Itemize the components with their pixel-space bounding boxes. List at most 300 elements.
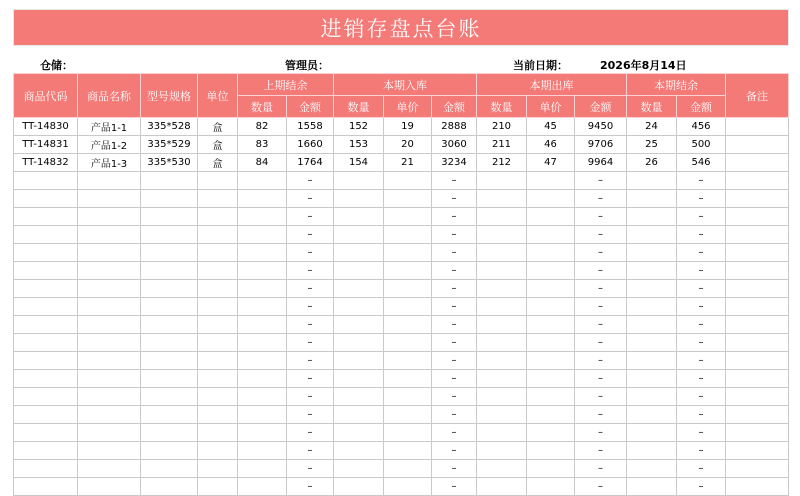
cell-out-amount: – [575,262,627,280]
cell-cur-amount: – [677,460,726,478]
table-row-empty [14,478,789,496]
cell-spec [141,172,198,190]
cell-out-qty [477,334,527,352]
cell-out-qty: 212 [477,154,527,172]
cell-remark [726,352,789,370]
cell-cur-qty [627,352,677,370]
cell-out-amount: – [575,208,627,226]
cell-in-qty [334,280,384,298]
cell-prev-qty [238,334,287,352]
cell-cur-qty [627,406,677,424]
cell-spec [141,424,198,442]
cell-unit [198,478,238,496]
cell-unit [198,208,238,226]
table-row [14,136,789,154]
cell-remark [726,370,789,388]
cell-prev-amount: – [287,388,334,406]
table-row-empty [14,406,789,424]
cell-unit [198,406,238,424]
cell-out-qty: 210 [477,118,527,136]
cell-remark [726,190,789,208]
cell-out-qty [477,208,527,226]
table-row-empty [14,172,789,190]
cell-in-price [384,298,432,316]
cell-in-price [384,172,432,190]
cell-spec: 335*529 [141,136,198,154]
cell-prev-qty [238,424,287,442]
cell-cur-amount: – [677,172,726,190]
header-stock-out: 本期出库 [477,74,627,96]
cell-prev-amount: – [287,244,334,262]
cell-remark [726,280,789,298]
cell-cur-qty: 25 [627,136,677,154]
cell-cur-amount: – [677,334,726,352]
cell-name [78,442,141,460]
cell-code [14,280,78,298]
cell-prev-amount: – [287,370,334,388]
cell-out-amount: – [575,280,627,298]
cell-cur-amount: – [677,262,726,280]
cell-cur-qty [627,190,677,208]
cell-out-qty [477,244,527,262]
cell-prev-qty [238,190,287,208]
cell-cur-amount: – [677,316,726,334]
cell-out-price [527,334,575,352]
cell-prev-amount: – [287,280,334,298]
cell-prev-qty [238,460,287,478]
cell-in-amount: – [432,208,477,226]
cell-name [78,172,141,190]
cell-out-qty [477,262,527,280]
cell-out-amount: 9450 [575,118,627,136]
cell-in-qty [334,352,384,370]
cell-in-price [384,334,432,352]
cell-prev-amount: – [287,316,334,334]
cell-name [78,280,141,298]
cell-code [14,334,78,352]
cell-prev-qty [238,370,287,388]
cell-cur-amount: – [677,190,726,208]
cell-in-qty [334,208,384,226]
header-out-qty: 数量 [477,96,527,118]
cell-unit: 盒 [198,154,238,172]
cell-in-amount: – [432,406,477,424]
cell-prev-amount: 1660 [287,136,334,154]
cell-cur-qty [627,226,677,244]
cell-spec [141,370,198,388]
cell-in-amount: – [432,442,477,460]
cell-prev-qty: 82 [238,118,287,136]
cell-name: 产品1-1 [78,118,141,136]
cell-spec [141,316,198,334]
header-prev-balance: 上期结余 [238,74,334,96]
cell-in-price [384,352,432,370]
cell-remark [726,316,789,334]
cell-spec: 335*530 [141,154,198,172]
table-row-empty [14,190,789,208]
cell-in-price [384,244,432,262]
cell-out-price [527,406,575,424]
cell-out-qty [477,316,527,334]
cell-in-amount: – [432,190,477,208]
cell-cur-amount: – [677,352,726,370]
cell-out-price [527,316,575,334]
cell-in-price [384,208,432,226]
cell-unit [198,298,238,316]
cell-prev-amount: – [287,424,334,442]
cell-in-price [384,316,432,334]
cell-code [14,244,78,262]
header-in-price: 单价 [384,96,432,118]
cell-out-price [527,280,575,298]
cell-unit [198,388,238,406]
cell-cur-qty [627,244,677,262]
header-out-price: 单价 [527,96,575,118]
cell-cur-qty [627,442,677,460]
cell-code [14,442,78,460]
cell-in-price [384,406,432,424]
table-row-empty [14,388,789,406]
cell-out-amount: – [575,352,627,370]
cell-remark [726,244,789,262]
cell-in-qty [334,298,384,316]
cell-spec: 335*528 [141,118,198,136]
cell-remark [726,460,789,478]
cell-out-amount: – [575,334,627,352]
cell-spec [141,478,198,496]
cell-unit [198,352,238,370]
cell-in-qty [334,424,384,442]
cell-remark [726,424,789,442]
cell-unit [198,424,238,442]
cell-cur-amount: – [677,442,726,460]
cell-prev-amount: – [287,208,334,226]
cell-prev-qty [238,172,287,190]
cell-prev-amount: – [287,226,334,244]
cell-in-qty [334,478,384,496]
cell-cur-qty [627,370,677,388]
cell-in-price [384,370,432,388]
cell-remark [726,226,789,244]
cell-out-price: 45 [527,118,575,136]
cell-in-amount: – [432,478,477,496]
cell-remark [726,298,789,316]
cell-in-amount: – [432,298,477,316]
cell-prev-qty: 84 [238,154,287,172]
cell-unit [198,460,238,478]
cell-unit [198,262,238,280]
cell-code: TT-14830 [14,118,78,136]
cell-in-price [384,388,432,406]
cell-prev-qty [238,316,287,334]
header-cur-amount: 金额 [677,96,726,118]
cell-prev-qty [238,352,287,370]
table-row-empty [14,352,789,370]
cell-out-price [527,244,575,262]
cell-code: TT-14831 [14,136,78,154]
cell-out-price [527,352,575,370]
cell-in-price [384,262,432,280]
cell-in-qty [334,244,384,262]
cell-prev-qty [238,226,287,244]
cell-in-amount: 2888 [432,118,477,136]
cell-in-amount: – [432,280,477,298]
table-body [14,118,789,496]
cell-in-amount: – [432,352,477,370]
cell-in-qty [334,406,384,424]
cell-out-qty [477,442,527,460]
cell-prev-amount: – [287,172,334,190]
cell-cur-amount: 456 [677,118,726,136]
cell-remark [726,118,789,136]
cell-out-amount: – [575,172,627,190]
cell-out-price [527,190,575,208]
header-unit: 单位 [198,74,238,118]
cell-out-qty [477,424,527,442]
cell-cur-amount: – [677,424,726,442]
cell-in-amount: – [432,388,477,406]
table-row-empty [14,226,789,244]
cell-spec [141,334,198,352]
cell-code [14,298,78,316]
table-row-empty [14,460,789,478]
cell-name [78,262,141,280]
header-current-balance: 本期结余 [627,74,726,96]
cell-out-price [527,172,575,190]
cell-in-price [384,226,432,244]
cell-out-qty [477,190,527,208]
cell-in-qty [334,172,384,190]
cell-in-price [384,442,432,460]
table-row-empty [14,424,789,442]
table-row-empty [14,244,789,262]
cell-remark [726,208,789,226]
cell-cur-amount: – [677,280,726,298]
header-in-amount: 金额 [432,96,477,118]
cell-in-amount: 3234 [432,154,477,172]
cell-name [78,370,141,388]
manager-label: 管理员： [285,59,329,72]
cell-spec [141,226,198,244]
cell-in-amount: – [432,172,477,190]
cell-spec [141,388,198,406]
cell-out-amount: – [575,226,627,244]
cell-prev-qty [238,298,287,316]
cell-in-qty: 154 [334,154,384,172]
cell-name [78,334,141,352]
cell-cur-amount: – [677,298,726,316]
cell-out-amount: – [575,388,627,406]
cell-name [78,316,141,334]
cell-out-amount: – [575,190,627,208]
cell-code [14,478,78,496]
date-value: 2026年8月14日 [600,59,687,72]
cell-name: 产品1-3 [78,154,141,172]
cell-spec [141,460,198,478]
cell-out-amount: – [575,424,627,442]
cell-prev-amount: – [287,334,334,352]
cell-out-qty: 211 [477,136,527,154]
cell-out-price [527,208,575,226]
cell-in-qty [334,334,384,352]
cell-cur-qty [627,316,677,334]
header-cur-qty: 数量 [627,96,677,118]
header-spec: 型号规格 [141,74,198,118]
cell-cur-qty [627,478,677,496]
cell-spec [141,208,198,226]
table-row-empty [14,298,789,316]
cell-out-amount: – [575,316,627,334]
cell-out-amount: 9706 [575,136,627,154]
cell-remark [726,406,789,424]
cell-in-qty [334,226,384,244]
cell-code: TT-14832 [14,154,78,172]
cell-out-amount: – [575,298,627,316]
cell-unit [198,280,238,298]
cell-code [14,208,78,226]
cell-out-price: 46 [527,136,575,154]
cell-cur-qty [627,460,677,478]
cell-unit [198,442,238,460]
header-prev-qty: 数量 [238,96,287,118]
cell-cur-qty [627,298,677,316]
cell-in-price [384,280,432,298]
cell-name [78,388,141,406]
cell-out-amount: – [575,442,627,460]
cell-out-price: 47 [527,154,575,172]
cell-remark [726,154,789,172]
cell-remark [726,262,789,280]
cell-in-price: 20 [384,136,432,154]
cell-cur-qty: 24 [627,118,677,136]
header-prev-amount: 金额 [287,96,334,118]
header-code: 商品代码 [14,74,78,118]
ledger-title: 进销存盘点台账 [13,9,789,46]
cell-out-price [527,460,575,478]
cell-out-amount: – [575,460,627,478]
cell-in-amount: – [432,460,477,478]
cell-code [14,370,78,388]
cell-in-price [384,460,432,478]
cell-out-amount: – [575,478,627,496]
cell-cur-amount: 500 [677,136,726,154]
table-row-empty [14,262,789,280]
cell-code [14,226,78,244]
cell-prev-qty [238,478,287,496]
cell-name [78,406,141,424]
table-row-empty [14,334,789,352]
cell-out-amount: – [575,244,627,262]
cell-out-qty [477,352,527,370]
table-row-empty [14,280,789,298]
cell-name [78,226,141,244]
cell-prev-qty [238,442,287,460]
cell-name [78,460,141,478]
cell-unit [198,334,238,352]
cell-name [78,298,141,316]
cell-name [78,478,141,496]
cell-spec [141,262,198,280]
cell-in-qty [334,190,384,208]
cell-out-price [527,478,575,496]
cell-name: 产品1-2 [78,136,141,154]
cell-prev-amount: 1558 [287,118,334,136]
cell-cur-amount: – [677,388,726,406]
cell-cur-qty [627,208,677,226]
cell-spec [141,280,198,298]
cell-unit [198,244,238,262]
cell-in-qty: 153 [334,136,384,154]
cell-unit [198,172,238,190]
cell-out-price [527,226,575,244]
cell-in-price [384,478,432,496]
cell-prev-amount: – [287,352,334,370]
cell-in-qty [334,316,384,334]
cell-out-qty [477,370,527,388]
cell-out-price [527,424,575,442]
cell-code [14,460,78,478]
cell-in-qty [334,370,384,388]
cell-in-amount: – [432,262,477,280]
cell-name [78,244,141,262]
cell-cur-qty [627,424,677,442]
cell-unit [198,316,238,334]
cell-prev-amount: 1764 [287,154,334,172]
cell-out-price [527,442,575,460]
cell-prev-amount: – [287,442,334,460]
cell-in-price: 21 [384,154,432,172]
cell-cur-amount: 546 [677,154,726,172]
header-stock-in: 本期入库 [334,74,477,96]
header-out-amount: 金额 [575,96,627,118]
cell-in-price [384,190,432,208]
cell-in-amount: 3060 [432,136,477,154]
cell-out-qty [477,298,527,316]
cell-prev-amount: – [287,478,334,496]
cell-remark [726,136,789,154]
cell-code [14,406,78,424]
cell-remark [726,172,789,190]
cell-remark [726,388,789,406]
cell-in-amount: – [432,370,477,388]
cell-out-qty [477,280,527,298]
cell-name [78,208,141,226]
cell-prev-amount: – [287,460,334,478]
cell-cur-amount: – [677,226,726,244]
cell-out-qty [477,388,527,406]
cell-cur-amount: – [677,208,726,226]
cell-in-qty [334,262,384,280]
cell-spec [141,442,198,460]
cell-prev-qty [238,262,287,280]
cell-in-qty [334,388,384,406]
cell-out-qty [477,172,527,190]
cell-out-price [527,388,575,406]
cell-remark [726,442,789,460]
cell-prev-amount: – [287,262,334,280]
table-row [14,118,789,136]
cell-unit [198,226,238,244]
cell-name [78,352,141,370]
cell-code [14,352,78,370]
cell-code [14,262,78,280]
cell-unit [198,190,238,208]
cell-cur-amount: – [677,406,726,424]
cell-prev-qty [238,244,287,262]
cell-unit: 盒 [198,136,238,154]
cell-prev-amount: – [287,298,334,316]
cell-prev-qty [238,388,287,406]
